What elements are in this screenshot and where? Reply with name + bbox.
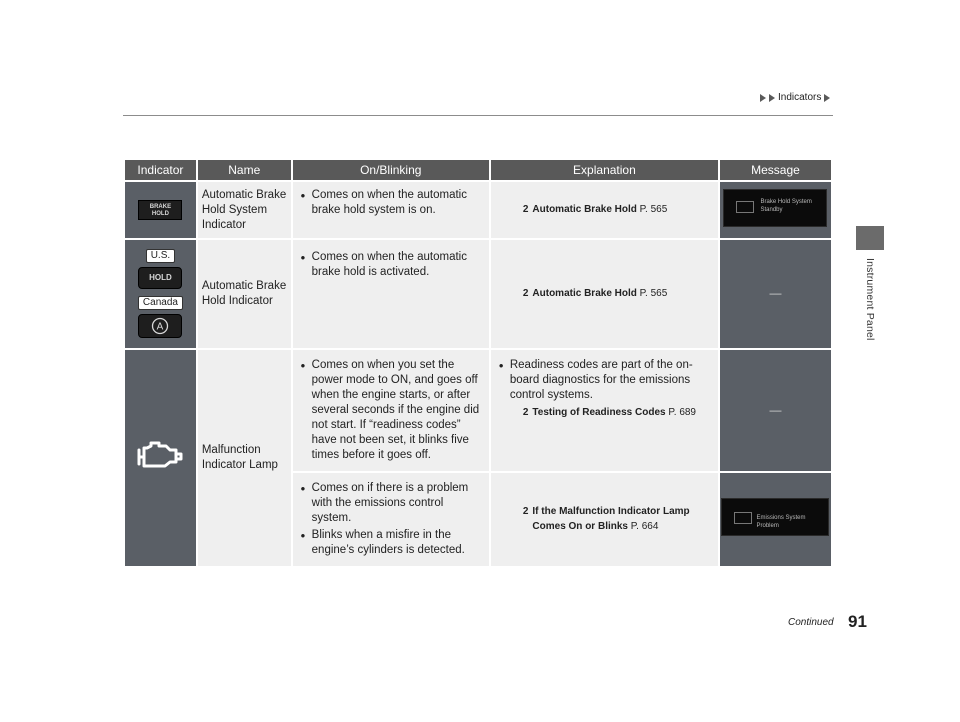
continued-label: Continued xyxy=(788,617,834,628)
name-cell: Automatic Brake Hold Indicator xyxy=(198,240,291,348)
hold-lamp-icon: HOLD xyxy=(138,267,182,289)
on-blinking-cell xyxy=(293,350,489,471)
reference-page: P. 689 xyxy=(668,407,696,418)
reference-arrow-icon: 2 xyxy=(522,407,529,418)
list-item: • Comes on when you set the power mode to ON, and goes off when the engine starts, or after several seconds if the engine did not start. If “readiness codes” have not been set, it blinks five times before it goes off. xyxy=(297,358,485,463)
table-row xyxy=(125,240,831,348)
triangle-right-icon xyxy=(760,94,766,102)
no-message-dash: — xyxy=(769,286,782,300)
indicator-cell xyxy=(125,240,196,348)
breadcrumb-section: Indicators xyxy=(778,92,822,103)
svg-text:A: A xyxy=(157,321,164,333)
reference-arrow-icon: 2 xyxy=(522,505,529,517)
brake-hold-small-icon xyxy=(736,201,754,213)
message-cell xyxy=(720,350,831,471)
message-display-icon xyxy=(723,189,827,227)
page-reference xyxy=(495,202,714,217)
reference-title: Automatic Brake Hold xyxy=(532,287,637,299)
page-reference xyxy=(495,405,714,420)
brake-hold-lamp-icon xyxy=(138,200,182,220)
table-row xyxy=(125,182,831,238)
no-message-dash: — xyxy=(769,402,782,417)
reference-page: P. 565 xyxy=(639,204,668,215)
breadcrumb xyxy=(760,92,830,103)
table-header-row xyxy=(125,160,831,180)
page-number: 91 xyxy=(848,612,867,631)
lamp-text: HOLD xyxy=(151,211,169,217)
message-cell xyxy=(720,473,831,566)
message-text: Standby xyxy=(760,206,783,213)
check-engine-icon xyxy=(135,438,185,474)
reference-page: P. 664 xyxy=(630,520,659,532)
header-name: Name xyxy=(198,160,291,180)
triangle-right-icon xyxy=(824,94,830,102)
reference-arrow-icon: 2 xyxy=(522,204,529,215)
reference-title: Testing of Readiness Codes xyxy=(532,407,666,418)
table-row xyxy=(125,350,831,471)
list-item: • Comes on if there is a problem with the emissions control system. xyxy=(297,481,485,526)
message-cell xyxy=(720,182,831,238)
message-cell xyxy=(720,240,831,348)
list-item: • Comes on when the automatic brake hold system is on. xyxy=(297,188,485,218)
message-text: Emissions System Problem xyxy=(756,515,806,529)
indicator-cell xyxy=(125,350,196,566)
explanation-cell xyxy=(491,240,718,348)
reference-arrow-icon: 2 xyxy=(522,287,529,299)
message-display-icon xyxy=(721,498,829,536)
message-text: Brake Hold System xyxy=(760,198,812,205)
on-blinking-cell xyxy=(293,473,489,566)
indicators-table xyxy=(123,158,833,568)
indicator-cell xyxy=(125,182,196,238)
on-blinking-cell xyxy=(293,240,489,348)
a-circle-icon xyxy=(151,317,169,335)
list-item: • Comes on when the automatic brake hold is activated. xyxy=(297,250,485,280)
header-indicator: Indicator xyxy=(125,160,196,180)
page-reference xyxy=(495,504,714,534)
chapter-label: Instrument Panel xyxy=(864,258,876,341)
header-explanation: Explanation xyxy=(491,160,718,180)
list-item: • Blinks when a misfire in the engine’s cylinders is detected. xyxy=(297,528,485,558)
triangle-right-icon xyxy=(769,94,775,102)
header-message: Message xyxy=(720,160,831,180)
explanation-cell xyxy=(491,350,718,471)
chapter-tab xyxy=(856,226,884,250)
reference-title: Automatic Brake Hold xyxy=(532,204,637,215)
region-tag-canada: Canada xyxy=(138,296,183,310)
lamp-text: BRAKE xyxy=(149,204,172,210)
on-blinking-cell xyxy=(293,182,489,238)
reference-page: P. 565 xyxy=(639,287,668,299)
header-on-blinking: On/Blinking xyxy=(293,160,489,180)
name-cell: Automatic Brake Hold System Indicator xyxy=(198,182,291,238)
name-cell: Malfunction Indicator Lamp xyxy=(198,350,291,566)
page-reference xyxy=(495,286,714,301)
region-tag-us: U.S. xyxy=(146,249,175,263)
explanation-cell xyxy=(491,473,718,566)
check-engine-small-icon xyxy=(734,512,752,524)
reference-title: Comes On or Blinks xyxy=(532,520,628,532)
reference-title: If the Malfunction Indicator Lamp xyxy=(532,505,690,517)
header-rule xyxy=(123,115,833,116)
auto-hold-a-lamp-icon xyxy=(138,314,182,338)
explanation-cell xyxy=(491,182,718,238)
list-item: • Readiness codes are part of the on-board diagnostics for the emissions control systems. xyxy=(495,358,714,403)
